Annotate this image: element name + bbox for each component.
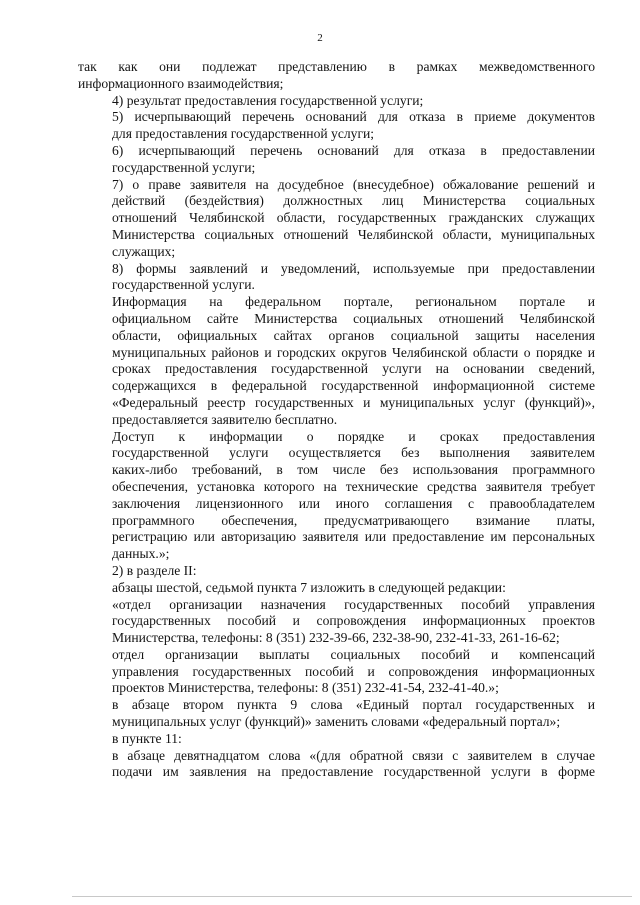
text-line: подачи им заявления на предоставление государственной услуги в форме bbox=[112, 764, 595, 780]
paragraph bbox=[78, 143, 595, 177]
text-line: государственной услуги. bbox=[112, 277, 255, 293]
text-line: заключения лицензионного или иного соглашения с правообладателем bbox=[112, 495, 595, 511]
text-line: служащих; bbox=[112, 243, 176, 259]
text-line: сроках предоставления государственной услуги на основании сведений, bbox=[112, 361, 595, 377]
text-line: для предоставления государственной услуги; bbox=[112, 126, 375, 142]
bottom-edge-rule bbox=[72, 896, 632, 897]
text-line: каких-либо требований, в том числе без использования программного bbox=[112, 462, 595, 478]
text-line: проектов Министерства, телефоны: 8 (351) 232-41-54, 232-41-40.»; bbox=[112, 680, 499, 696]
text-line: 2) в разделе II: bbox=[112, 562, 197, 578]
text-line: регистрацию или авторизацию заявителя или предоставление им персональных bbox=[112, 529, 595, 545]
text-line: 8) формы заявлений и уведомлений, используемые при предоставлении bbox=[112, 260, 595, 276]
page-number: 2 bbox=[317, 32, 323, 44]
text-line: Доступ к информации о порядке и сроках предоставления bbox=[112, 428, 595, 444]
text-line: абзацы шестой, седьмой пункта 7 изложить в следующей редакции: bbox=[112, 579, 506, 595]
text-line: Министерства, телефоны: 8 (351) 232-39-66, 232-38-90, 232-41-33, 261-16-62; bbox=[112, 630, 560, 646]
text-line: государственной услуги осуществляется без выполнения заявителем bbox=[112, 445, 595, 461]
paragraph bbox=[78, 59, 595, 93]
paragraph bbox=[78, 429, 595, 563]
text-line: Информация на федеральном портале, региональном портале и bbox=[112, 294, 595, 310]
text-line: управления государственных пособий и сопровождения информационных bbox=[112, 663, 595, 679]
text-line: в абзаце втором пункта 9 слова «Единый портал государственных и bbox=[112, 697, 595, 713]
paragraph bbox=[78, 647, 595, 697]
text-line: содержащихся в федеральной государственной информационной системе bbox=[112, 378, 595, 394]
text-line: в пункте 11: bbox=[112, 730, 182, 746]
text-line: обеспечения, установка которого на технические средства заявителя требует bbox=[112, 478, 595, 494]
text-line: области, официальных сайтах органов социальной защиты населения bbox=[112, 327, 595, 343]
text-line: официальном сайте Министерства социальных отношений Челябинской bbox=[112, 310, 595, 326]
text-line: 7) о праве заявителя на досудебное (внесудебное) обжалование решений и bbox=[112, 176, 595, 192]
paragraph bbox=[78, 563, 595, 580]
text-line: 5) исчерпывающий перечень оснований для отказа в приеме документов bbox=[112, 109, 595, 125]
text-line: 6) исчерпывающий перечень оснований для отказа в предоставлении bbox=[112, 142, 595, 158]
paragraph bbox=[78, 597, 595, 647]
text-line: отношений Челябинской области, государственных гражданских служащих bbox=[112, 210, 595, 226]
text-line: отдел организации выплаты социальных пособий и компенсаций bbox=[112, 646, 595, 662]
text-line: муниципальных районов и городских округов Челябинской области о порядке и bbox=[112, 344, 595, 360]
text-line: 4) результат предоставления государственной услуги; bbox=[112, 92, 424, 108]
paragraph bbox=[78, 748, 595, 782]
text-line: государственных пособий и сопровождения информационных проектов bbox=[112, 613, 595, 629]
paragraph bbox=[78, 177, 595, 261]
text-line: данных.»; bbox=[112, 546, 170, 562]
paragraph bbox=[78, 294, 595, 428]
paragraph bbox=[78, 731, 595, 748]
text-line: предоставляется заявителю бесплатно. bbox=[112, 411, 338, 427]
text-line: программного обеспечения, предусматривающего взимание платы, bbox=[112, 512, 595, 528]
text-line: действий (бездействия) должностных лиц Министерства социальных bbox=[112, 193, 595, 209]
text-line: «Федеральный реестр государственных и муниципальных услуг (функций)», bbox=[112, 394, 595, 410]
paragraph bbox=[78, 697, 595, 731]
paragraph bbox=[78, 93, 595, 110]
text-line: «отдел организации назначения государственных пособий управления bbox=[112, 596, 595, 612]
document-body bbox=[78, 59, 595, 781]
paragraph bbox=[78, 109, 595, 143]
paragraph bbox=[78, 261, 595, 295]
text-line: информационного взаимодействия; bbox=[78, 75, 284, 91]
text-line: Министерства социальных отношений Челябинской области, муниципальных bbox=[112, 226, 595, 242]
text-line: так как они подлежат представлению в рамках межведомственного bbox=[78, 59, 595, 74]
text-line: в абзаце девятнадцатом слова «(для обратной связи с заявителем в случае bbox=[112, 747, 595, 763]
text-line: государственной услуги; bbox=[112, 159, 256, 175]
text-line: муниципальных услуг (функций)» заменить словами «федеральный портал»; bbox=[112, 714, 561, 730]
paragraph bbox=[78, 580, 595, 597]
